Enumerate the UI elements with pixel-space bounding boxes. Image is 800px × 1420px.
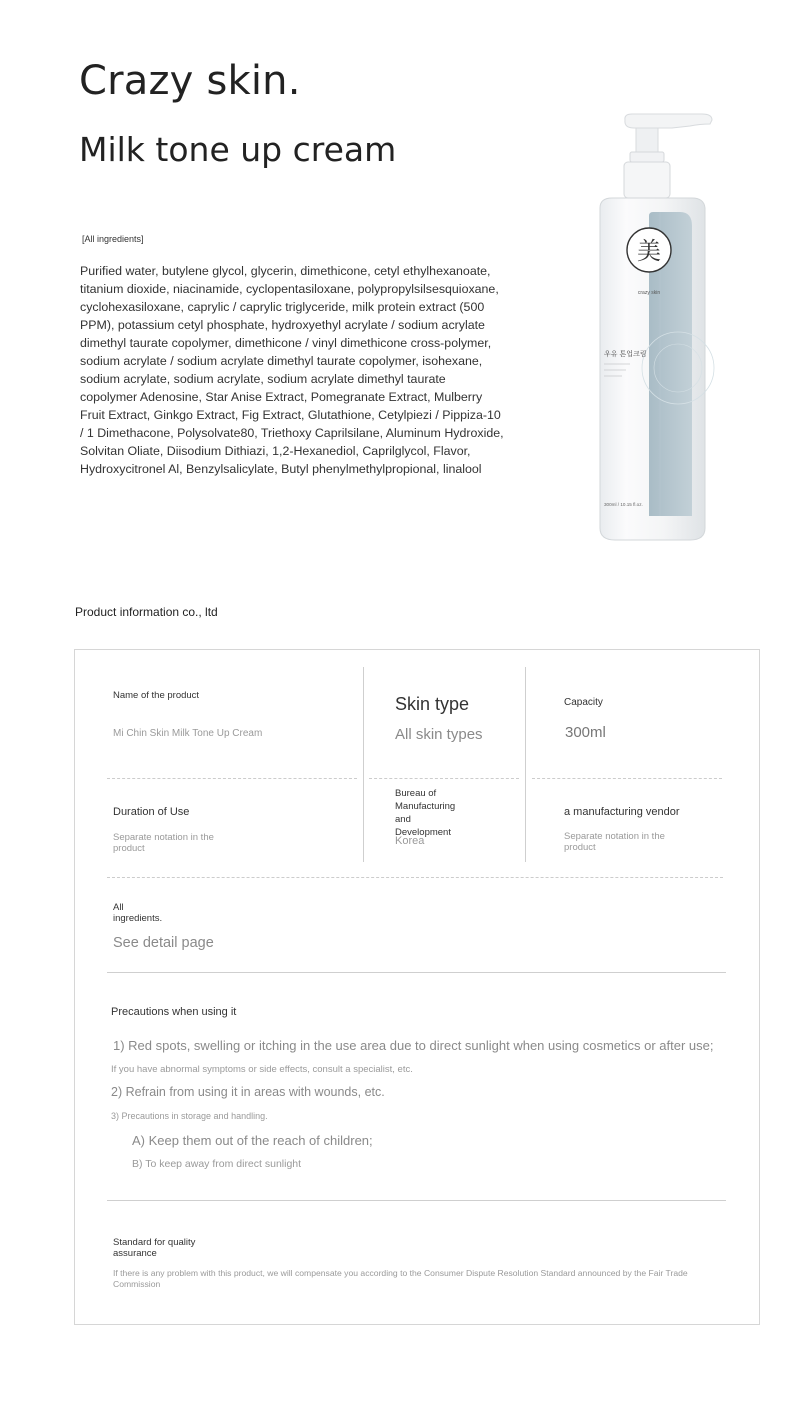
bureau-value: Korea <box>395 835 425 847</box>
divider <box>363 667 364 862</box>
quality-value: If there is any problem with this product, we will compensate you according to the Consumer Dispute Resolution Standard announced by the Fair Trade Commission <box>113 1268 688 1289</box>
precautions-title: Precautions when using it <box>111 1006 237 1018</box>
product-bottle-image <box>560 108 740 548</box>
ingredients-tag: [All ingredients] <box>82 234 144 244</box>
precaution-3a: A) Keep them out of the reach of children; <box>132 1133 373 1148</box>
ingredients-text: Purified water, butylene glycol, glycerin, dimethicone, cetyl ethylhexanoate, titanium dioxide, niacinamide, cyclopentasiloxane, polypropylsilsesquioxane, cyclohexasiloxane, caprylic / caprylic triglyceride, milk protein extract (500 PPM), potassium cetyl phosphate, hydroxyethyl acrylate / sodium acrylate dimethyl taurate copolymer, dimethicone / vinyl dimethicone cross-polymer, sodium acrylate / sodium acrylate dimethyl taurate copolymer, isohexane, sodium acrylate, sodium acrylate, sodium acrylate dimethyl taurate copolymer Adenosine, Star Anise Extract, Pomegranate Extract, Mulberry Fruit Extract, Ginkgo Extract, Fig Extract, Glutathione, Cetylpiezi / Pippiza-10 / 1 Dimethacone, Polysolvate80, Triethoxy Caprilsilane, Aluminum Hydroxide, Solvitan Oliate, Diisodium Dithiazi, 1,2-Hexanediol, Caprilglycol, Flavor, Hydroxycitronel Al, Benzylsalicylate, Butyl phenylmethylpropional, linalool <box>80 264 504 476</box>
capacity-value: 300ml <box>565 724 606 741</box>
vendor-label: a manufacturing vendor <box>564 806 680 818</box>
product-info-table <box>74 649 760 1325</box>
all-ingredients-label: All ingredients. <box>113 902 163 924</box>
precaution-3: 3) Precautions in storage and handling. <box>111 1111 268 1121</box>
precaution-3b: B) To keep away from direct sunlight <box>132 1158 302 1170</box>
divider <box>525 667 526 862</box>
product-title: Milk tone up cream <box>79 130 397 169</box>
bottle-volume-text: 300ml / 10.15 fl.oz. <box>604 502 643 507</box>
skin-type-value: All skin types <box>395 726 483 743</box>
product-info-title: Product information co., ltd <box>75 605 218 619</box>
vendor-value: Separate notation in the product <box>564 831 665 853</box>
divider <box>369 778 519 779</box>
precaution-1-note: If you have abnormal symptoms or side effects, consult a specialist, etc. <box>111 1064 413 1075</box>
brand-title: Crazy skin. <box>79 58 301 104</box>
bottle-korean-name: 우유 톤업크림 <box>604 351 647 358</box>
bureau-label: Bureau of Manufacturing and Development <box>395 788 456 838</box>
bottle-logo-subtext: crazy skin <box>637 290 661 296</box>
divider <box>532 778 722 779</box>
capacity-label: Capacity <box>564 697 603 708</box>
divider <box>107 972 726 973</box>
divider <box>107 1200 726 1201</box>
divider <box>107 778 357 779</box>
svg-text:美: 美 <box>637 237 661 265</box>
quality-label: Standard for quality assurance <box>113 1237 196 1259</box>
precaution-2: 2) Refrain from using it in areas with wounds, etc. <box>111 1085 385 1099</box>
duration-value: Separate notation in the product <box>113 832 214 854</box>
duration-label: Duration of Use <box>113 806 190 818</box>
all-ingredients-value: See detail page <box>113 935 214 951</box>
name-value: Mi Chin Skin Milk Tone Up Cream <box>113 728 263 739</box>
precaution-1: 1) Red spots, swelling or itching in the use area due to direct sunlight when using cosmetics or after use; <box>113 1038 714 1053</box>
name-label: Name of the product <box>113 690 200 701</box>
divider <box>107 877 723 878</box>
skin-type-label: Skin type <box>395 694 470 714</box>
